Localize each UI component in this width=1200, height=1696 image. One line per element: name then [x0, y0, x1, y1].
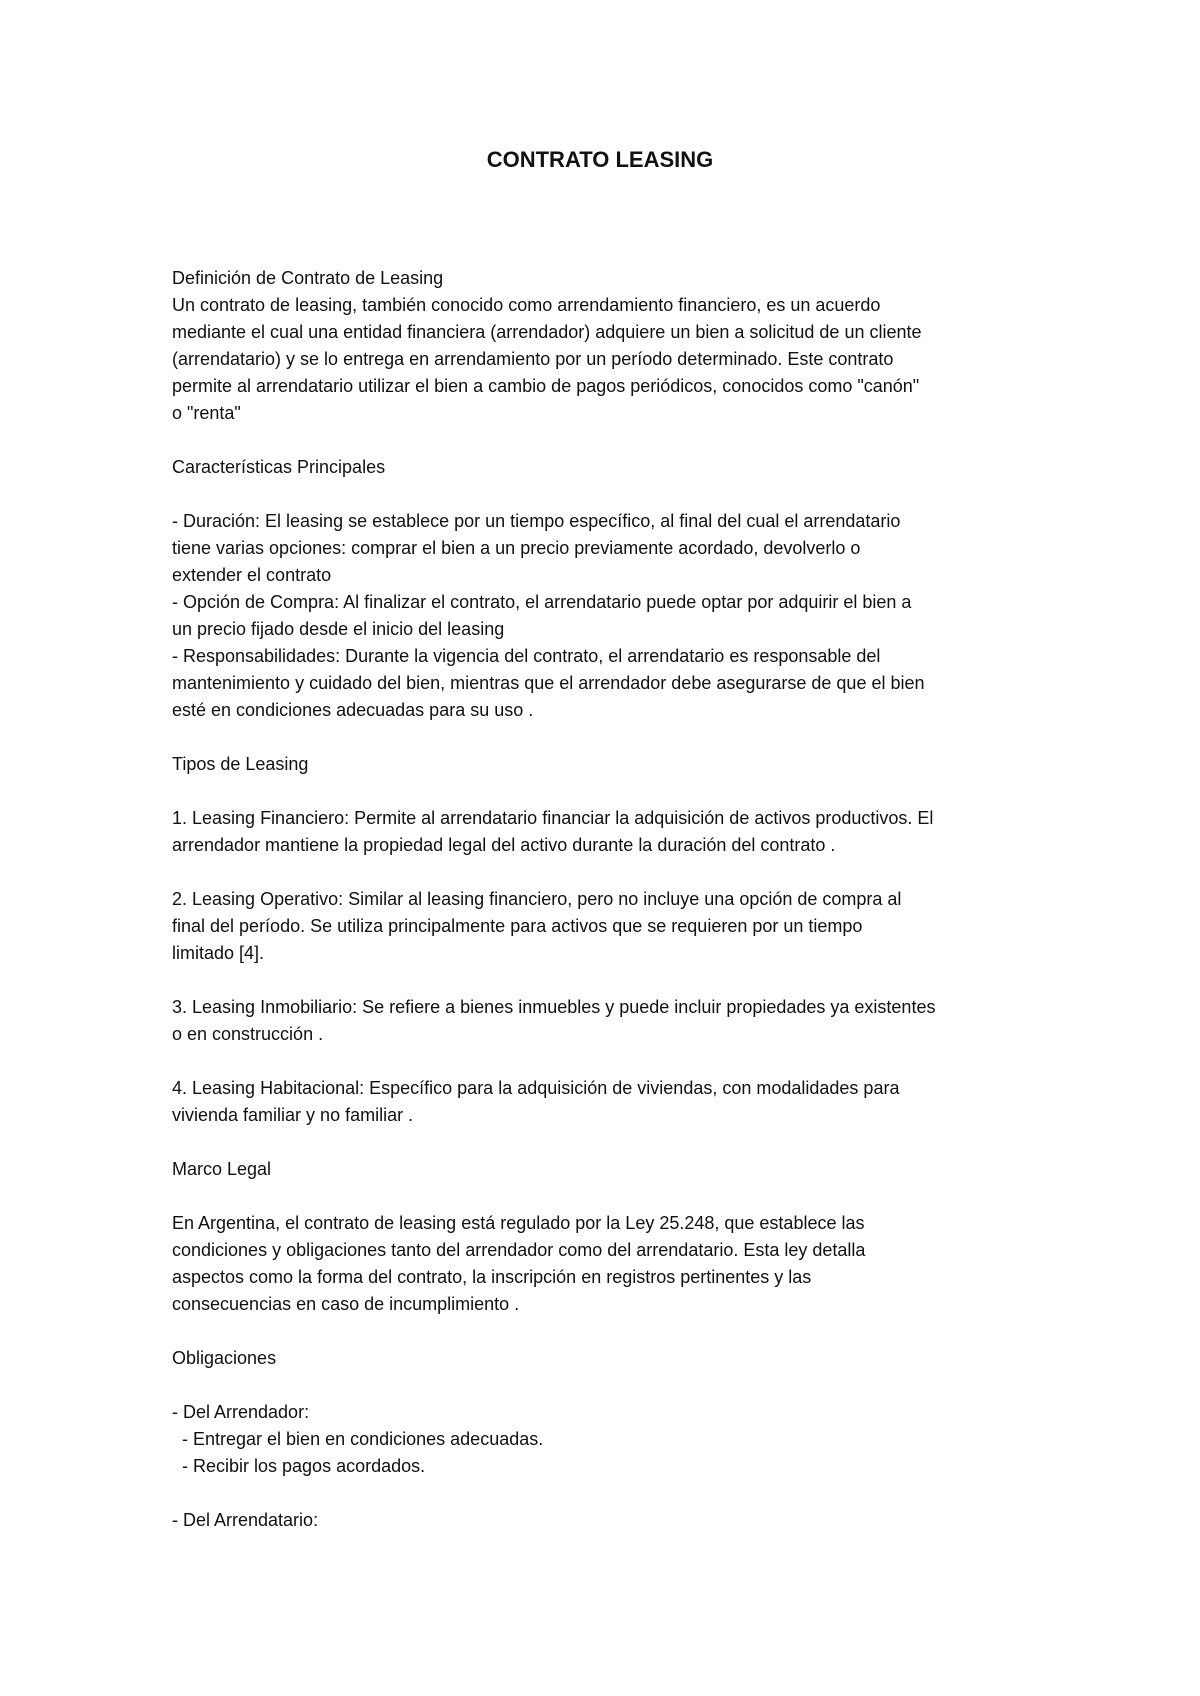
section-tipos	[172, 751, 1042, 1129]
section-obligaciones	[172, 1345, 1042, 1534]
tipo-item-habitacional	[172, 1075, 1042, 1129]
list-line: 3. Leasing Inmobiliario: Se refiere a bienes inmuebles y puede incluir propiedades ya existentes	[172, 997, 936, 1017]
blank-line	[172, 481, 1042, 508]
blank-line	[172, 1480, 1042, 1507]
tipo-item-inmobiliario	[172, 994, 1042, 1048]
section-heading: Tipos de Leasing	[172, 754, 309, 774]
blank-line	[172, 1048, 1042, 1075]
section-marco-legal	[172, 1156, 1042, 1318]
list-line: limitado [4].	[172, 943, 265, 963]
blank-line	[172, 427, 1042, 454]
list-line: arrendador mantiene la propiedad legal del activo durante la duración del contrato .	[172, 835, 836, 855]
list-line: vivienda familiar y no familiar .	[172, 1105, 414, 1125]
section-caracteristicas	[172, 454, 1042, 724]
list-line: - Opción de Compra: Al finalizar el contrato, el arrendatario puede optar por adquirir el bien a	[172, 592, 912, 612]
blank-line	[172, 1129, 1042, 1156]
tipo-item-operativo	[172, 886, 1042, 967]
blank-line	[172, 1183, 1042, 1210]
blank-line	[172, 967, 1042, 994]
paragraph-line: aspectos como la forma del contrato, la inscripción en registros pertinentes y las	[172, 1267, 812, 1287]
blank-line	[172, 1372, 1042, 1399]
paragraph-line: En Argentina, el contrato de leasing está regulado por la Ley 25.248, que establece las	[172, 1213, 865, 1233]
paragraph-line: Un contrato de leasing, también conocido como arrendamiento financiero, es un acuerdo	[172, 295, 881, 315]
obligaciones-arrendatario-label: - Del Arrendatario:	[172, 1510, 319, 1530]
paragraph-line: o "renta"	[172, 403, 241, 423]
paragraph-line: condiciones y obligaciones tanto del arrendador como del arrendatario. Esta ley detalla	[172, 1240, 866, 1260]
paragraph-line: mediante el cual una entidad financiera (arrendador) adquiere un bien a solicitud de un cliente	[172, 322, 922, 342]
document-title: CONTRATO LEASING	[486, 147, 714, 172]
list-line: - Responsabilidades: Durante la vigencia del contrato, el arrendatario es responsable del	[172, 646, 881, 666]
blank-line	[172, 778, 1042, 805]
paragraph-line: permite al arrendatario utilizar el bien a cambio de pagos periódicos, conocidos como "canón"	[172, 376, 920, 396]
list-line: - Entregar el bien en condiciones adecuadas.	[172, 1429, 544, 1449]
blank-line	[172, 859, 1042, 886]
list-line: final del período. Se utiliza principalmente para activos que se requieren por un tiempo	[172, 916, 863, 936]
list-line: mantenimiento y cuidado del bien, mientras que el arrendador debe asegurarse de que el bien	[172, 673, 925, 693]
list-line: - Recibir los pagos acordados.	[172, 1456, 426, 1476]
list-line: - Duración: El leasing se establece por un tiempo específico, al final del cual el arrendatario	[172, 511, 901, 531]
list-line: un precio fijado desde el inicio del leasing	[172, 619, 505, 639]
list-line: esté en condiciones adecuadas para su uso .	[172, 700, 534, 720]
section-heading: Marco Legal	[172, 1159, 272, 1179]
list-line: extender el contrato	[172, 565, 332, 585]
list-line: o en construcción .	[172, 1024, 324, 1044]
document-body	[172, 265, 1042, 1534]
list-line: 2. Leasing Operativo: Similar al leasing financiero, pero no incluye una opción de compra al	[172, 889, 902, 909]
list-line: 1. Leasing Financiero: Permite al arrendatario financiar la adquisición de activos productivos. El	[172, 808, 934, 828]
paragraph-line: (arrendatario) y se lo entrega en arrendamiento por un período determinado. Este contrato	[172, 349, 894, 369]
section-heading: Definición de Contrato de Leasing	[172, 268, 444, 288]
section-definicion	[172, 265, 1042, 427]
blank-line	[172, 1318, 1042, 1345]
list-line: tiene varias opciones: comprar el bien a un precio previamente acordado, devolverlo o	[172, 538, 861, 558]
tipo-item-financiero	[172, 805, 1042, 859]
section-heading: Obligaciones	[172, 1348, 277, 1368]
paragraph-line: consecuencias en caso de incumplimiento .	[172, 1294, 520, 1314]
section-heading: Características Principales	[172, 457, 386, 477]
blank-line	[172, 724, 1042, 751]
obligaciones-arrendador-label: - Del Arrendador:	[172, 1402, 310, 1422]
list-line: 4. Leasing Habitacional: Específico para la adquisición de viviendas, con modalidades para	[172, 1078, 900, 1098]
